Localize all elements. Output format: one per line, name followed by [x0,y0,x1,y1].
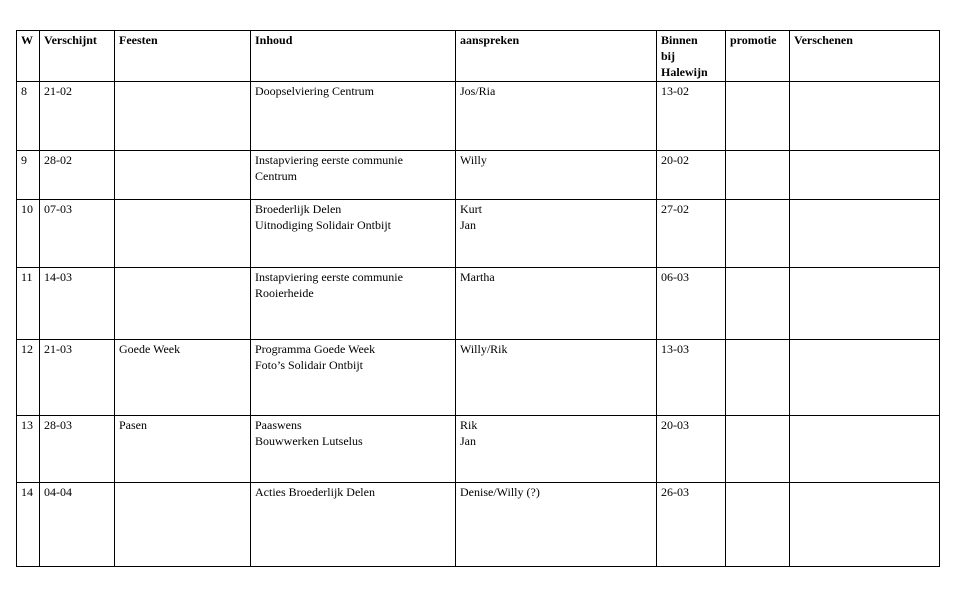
aanspreken-line: Willy/Rik [460,342,508,356]
inhoud-line: Doopselviering Centrum [255,84,374,98]
table-row [17,340,940,416]
aanspreken-line: Martha [460,270,495,284]
inhoud-line: Instapviering eerste communie [255,270,403,284]
cell-feesten [115,268,251,340]
cell-w: 8 [17,82,40,151]
header-binnen-bij-halewijn [657,31,726,82]
header-binnen-line: Halewijn [661,65,708,79]
aanspreken-line: Denise/Willy (?) [460,485,540,499]
cell-binnen: 27-02 [657,200,726,268]
cell-binnen: 06-03 [657,268,726,340]
cell-w: 12 [17,340,40,416]
cell-verschenen [790,483,940,567]
cell-feesten: Goede Week [115,340,251,416]
cell-binnen: 20-03 [657,416,726,483]
cell-binnen: 20-02 [657,151,726,200]
inhoud-line: Paaswens [255,418,302,432]
cell-aanspreken [456,151,657,200]
header-inhoud: Inhoud [251,31,456,82]
header-binnen-line: Binnen [661,33,698,47]
header-promotie: promotie [726,31,790,82]
inhoud-line: Rooierheide [255,286,314,300]
cell-inhoud [251,416,456,483]
cell-feesten: Pasen [115,416,251,483]
header-verschenen: Verschenen [790,31,940,82]
table-row [17,416,940,483]
inhoud-line: Uitnodiging Solidair Ontbijt [255,218,392,232]
cell-w: 14 [17,483,40,567]
aanspreken-line: Rik [460,418,478,432]
cell-aanspreken [456,268,657,340]
aanspreken-line: Kurt [460,202,482,216]
cell-verschenen [790,200,940,268]
cell-verschenen [790,151,940,200]
aanspreken-line: Jan [460,218,476,232]
inhoud-line: Acties Broederlijk Delen [255,485,375,499]
cell-verschenen [790,416,940,483]
table-row [17,82,940,151]
cell-verschenen [790,82,940,151]
inhoud-line: Programma Goede Week [255,342,376,356]
cell-verschijnt: 04-04 [40,483,115,567]
inhoud-line: Broederlijk Delen [255,202,342,216]
cell-binnen: 26-03 [657,483,726,567]
cell-feesten [115,200,251,268]
cell-inhoud [251,151,456,200]
header-feesten: Feesten [115,31,251,82]
cell-inhoud [251,200,456,268]
inhoud-line: Centrum [255,169,297,183]
cell-promotie [726,340,790,416]
cell-aanspreken [456,340,657,416]
table-row [17,268,940,340]
cell-inhoud [251,82,456,151]
table-row [17,151,940,200]
schedule-table [16,30,940,567]
cell-inhoud [251,340,456,416]
cell-feesten [115,483,251,567]
cell-inhoud [251,483,456,567]
cell-verschijnt: 14-03 [40,268,115,340]
cell-aanspreken [456,483,657,567]
header-row [17,31,940,82]
cell-feesten [115,82,251,151]
cell-verschijnt: 07-03 [40,200,115,268]
aanspreken-line: Jos/Ria [460,84,496,98]
cell-verschijnt: 21-02 [40,82,115,151]
cell-feesten [115,151,251,200]
cell-w: 13 [17,416,40,483]
cell-promotie [726,416,790,483]
cell-promotie [726,82,790,151]
cell-aanspreken [456,200,657,268]
inhoud-line: Bouwwerken Lutselus [255,434,363,448]
cell-w: 9 [17,151,40,200]
cell-promotie [726,483,790,567]
header-aanspreken: aanspreken [456,31,657,82]
cell-inhoud [251,268,456,340]
header-w: W [17,31,40,82]
cell-binnen: 13-03 [657,340,726,416]
cell-w: 10 [17,200,40,268]
cell-aanspreken [456,82,657,151]
cell-aanspreken [456,416,657,483]
aanspreken-line: Jan [460,434,476,448]
cell-verschijnt: 28-03 [40,416,115,483]
cell-w: 11 [17,268,40,340]
cell-binnen: 13-02 [657,82,726,151]
inhoud-line: Foto’s Solidair Ontbijt [255,358,364,372]
cell-promotie [726,268,790,340]
header-binnen-line: bij [661,49,676,63]
cell-verschenen [790,268,940,340]
cell-verschijnt: 28-02 [40,151,115,200]
aanspreken-line: Willy [460,153,487,167]
inhoud-line: Instapviering eerste communie [255,153,403,167]
cell-promotie [726,151,790,200]
table-row [17,200,940,268]
cell-verschenen [790,340,940,416]
cell-promotie [726,200,790,268]
table-row [17,483,940,567]
cell-verschijnt: 21-03 [40,340,115,416]
header-verschijnt: Verschijnt [40,31,115,82]
